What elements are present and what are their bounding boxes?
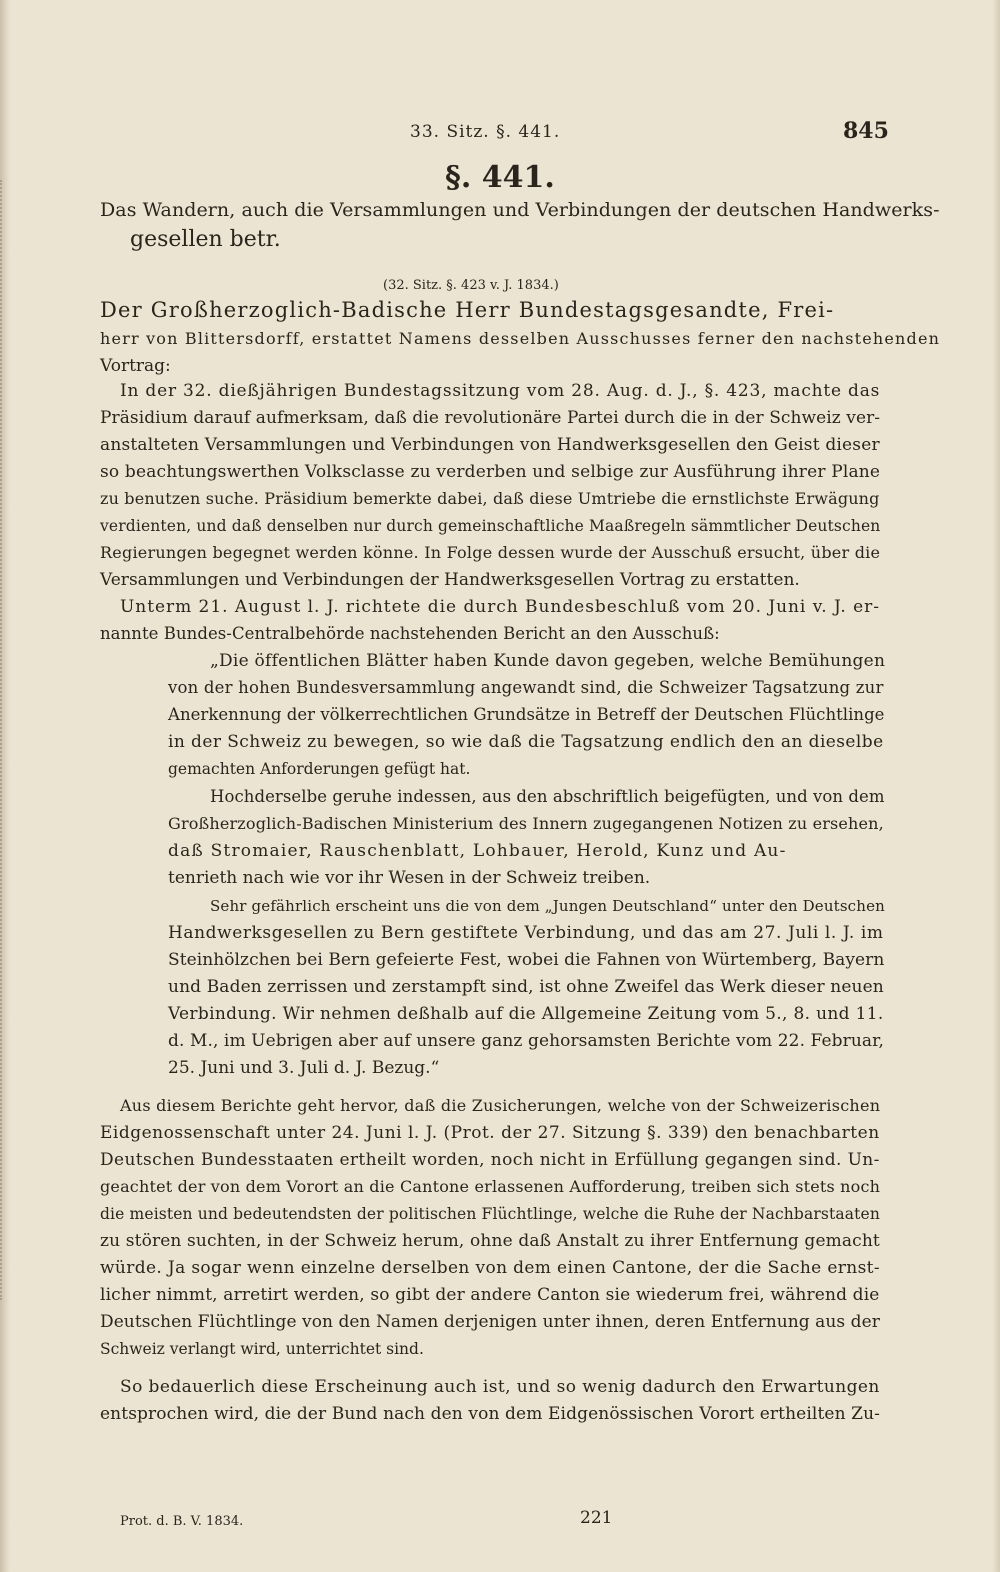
body-line: verdienten, und daß denselben nur durch gemeinschaftliche Maaßregeln sämmtlicher Deutschen [100, 517, 881, 535]
body-line: In der 32. dießjährigen Bundestagssitzung vom 28. Aug. d. J., §. 423, machte das [120, 381, 881, 401]
page-edge-right [992, 0, 1000, 1572]
page-number: 845 [843, 118, 889, 144]
body-line: Schweiz verlangt wird, unterrichtet sind. [100, 1340, 424, 1358]
body-line: Deutschen Bundesstaaten ertheilt worden, noch nicht in Erfüllung gegangen sind. Un- [100, 1150, 880, 1170]
body-line: Eidgenossenschaft unter 24. Juni l. J. (Prot. der 27. Sitzung §. 339) den benachbarten [100, 1123, 880, 1143]
heading-line: Das Wandern, auch die Versammlungen und Verbindungen der deutschen Handwerks- [100, 199, 940, 221]
body-line: Versammlungen und Verbindungen der Handwerksgesellen Vortrag zu erstatten. [100, 570, 800, 590]
body-line: Aus diesem Berichte geht hervor, daß die Zusicherungen, welche von der Schweizerischen [120, 1096, 881, 1115]
section-title: §. 441. [445, 160, 555, 195]
body-line: würde. Ja sogar wenn einzelne derselben von dem einen Cantone, der die Sache ernst- [100, 1258, 880, 1278]
body-line: geachtet der von dem Vorort an die Cantone erlassenen Aufforderung, treiben sich stets noch [100, 1177, 881, 1196]
body-line: die meisten und bedeutendsten der politischen Flüchtlinge, welche die Ruhe der Nachbarstaaten [100, 1205, 880, 1223]
heading-line: gesellen betr. [130, 227, 281, 252]
body-line: „Die öffentlichen Blätter haben Kunde davon gegeben, welche Bemühungen [210, 651, 886, 671]
body-line: Sehr gefährlich erscheint uns die von dem „Jungen Deutschland“ unter den Deutschen [210, 897, 885, 915]
footer-signature: 221 [580, 1508, 613, 1528]
body-line: Steinhölzchen bei Bern gefeierte Fest, wobei die Fahnen von Würtemberg, Bayern [168, 950, 885, 970]
body-line: zu stören suchten, in der Schweiz herum, ohne daß Anstalt zu ihrer Entfernung gemacht [100, 1231, 880, 1251]
running-head: 33. Sitz. §. 441. [410, 122, 561, 142]
body-line: entsprochen wird, die der Bund nach den von dem Eidgenössischen Vorort ertheilten Zu- [100, 1404, 881, 1424]
body-line: So bedauerlich diese Erscheinung auch ist, und so wenig dadurch den Erwartungen [120, 1377, 880, 1397]
speaker-line: Vortrag: [100, 356, 171, 376]
body-line: d. M., im Uebrigen aber auf unsere ganz gehorsamsten Berichte vom 22. Februar, [168, 1031, 884, 1051]
body-line: so beachtungswerthen Volksclasse zu verderben und selbige zur Ausführung ihrer Plane [100, 462, 881, 482]
speaker-line: herr von Blittersdorff, erstattet Namens desselben Ausschusses ferner den nachstehenden [100, 329, 941, 348]
body-line: und Baden zerrissen und zerstampft sind, ist ohne Zweifel das Werk dieser neuen [168, 977, 884, 997]
binding-marks [0, 180, 12, 1300]
body-line: 25. Juni und 3. Juli d. J. Bezug.“ [168, 1058, 440, 1078]
body-line: gemachten Anforderungen gefügt hat. [168, 760, 471, 778]
body-line: zu benutzen suche. Präsidium bemerkte dabei, daß diese Umtriebe die ernstlichste Erwägung [100, 489, 880, 508]
body-line: Regierungen begegnet werden könne. In Folge dessen wurde der Ausschuß ersucht, über die [100, 543, 881, 562]
body-line: tenrieth nach wie vor ihr Wesen in der Schweiz treiben. [168, 868, 651, 888]
footer-protocol: Prot. d. B. V. 1834. [120, 1514, 244, 1529]
body-line: Präsidium darauf aufmerksam, daß die revolutionäre Partei durch die in der Schweiz ver- [100, 408, 881, 428]
reference-line: (32. Sitz. §. 423 v. J. 1834.) [383, 278, 559, 293]
body-line: Verbindung. Wir nehmen deßhalb auf die Allgemeine Zeitung vom 5., 8. und 11. [168, 1004, 884, 1024]
body-line: licher nimmt, arretirt werden, so gibt der andere Canton sie wiederum frei, während die [100, 1285, 880, 1305]
body-line: Unterm 21. August l. J. richtete die durch Bundesbeschluß vom 20. Juni v. J. er- [120, 597, 880, 617]
body-line: Hochderselbe geruhe indessen, aus den abschriftlich beigefügten, und von dem [210, 787, 885, 806]
speaker-line: Der Großherzoglich-Badische Herr Bundestagsgesandte, Frei- [100, 298, 835, 322]
body-line: Anerkennung der völkerrechtlichen Grundsätze in Betreff der Deutschen Flüchtlinge [168, 705, 885, 724]
body-line: nannte Bundes-Centralbehörde nachstehenden Bericht an den Ausschuß: [100, 624, 720, 643]
body-line: von der hohen Bundesversammlung angewandt sind, die Schweizer Tagsatzung zur [168, 678, 884, 697]
body-line: Handwerksgesellen zu Bern gestiftete Verbindung, und das am 27. Juli l. J. im [168, 923, 884, 943]
body-line: Großherzoglich-Badischen Ministerium des Innern zugegangenen Notizen zu ersehen, [168, 814, 884, 833]
body-line: in der Schweiz zu bewegen, so wie daß die Tagsatzung endlich den an dieselbe [168, 732, 884, 752]
body-line: anstalteten Versammlungen und Verbindungen von Handwerksgesellen den Geist dieser [100, 435, 880, 455]
body-line: daß Stromaier, Rauschenblatt, Lohbauer, Herold, Kunz und Au- [168, 841, 787, 861]
body-line: Deutschen Flüchtlinge von den Namen derjenigen unter ihnen, deren Entfernung aus der [100, 1312, 880, 1332]
